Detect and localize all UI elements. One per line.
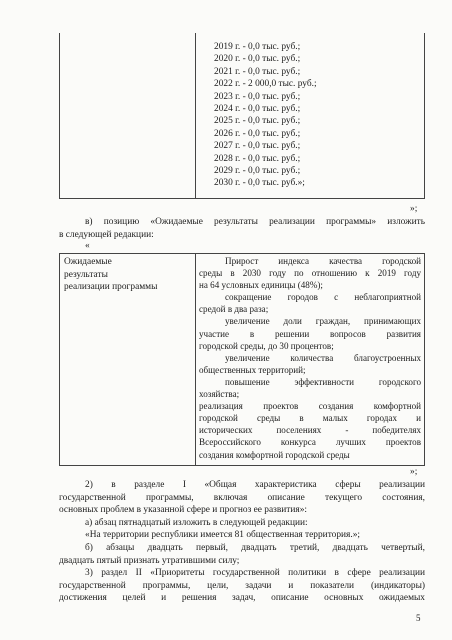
funding-year-line: 2030 г. - 0,0 тыс. руб.»; [214,178,305,189]
funding-year-line: 2022 г. - 2 000,0 тыс. руб.; [214,79,317,90]
page-number: 5 [416,613,421,623]
funding-year-line: 2027 г. - 0,0 тыс. руб.; [214,141,301,152]
row-label-line: результаты [64,269,108,280]
body-line: «На территории республики имеется 81 общественная территория.»; [85,530,361,541]
table1-closing-quote: »; [410,204,418,214]
content-line: среды в 2030 году по отношению к 2019 году [199,268,421,279]
funding-year-line: 2026 г. - 0,0 тыс. руб.; [214,128,301,139]
table-column-divider [195,33,196,198]
body-line: а) абзац пятнадцатый изложить в следующей редакции: [85,517,308,528]
body-text [59,479,425,605]
content-line: средой в два раза; [199,304,269,315]
row-label-line: Ожидаемые [64,257,112,267]
funding-year-line: 2023 г. - 0,0 тыс. руб.; [214,91,301,102]
funding-list [214,41,317,190]
content-line: увеличение количества благоустроенных [225,352,421,363]
funding-year-line: 2021 г. - 0,0 тыс. руб.; [214,66,301,77]
content-line: на 64 условных единицы (48%); [199,280,323,291]
funding-year-line: 2028 г. - 0,0 тыс. руб.; [214,153,301,164]
funding-year-line: 2019 г. - 0,0 тыс. руб.; [214,42,301,52]
body-line: 3) раздел II «Приоритеты государственной политики в сфере реализации [85,568,425,579]
funding-table [59,33,425,199]
funding-year-line: 2025 г. - 0,0 тыс. руб.; [214,116,301,127]
row-content [199,255,421,461]
content-line: повышение эффективности городского [225,376,421,387]
content-line: хозяйства; [199,389,240,400]
content-line: увеличение доли граждан, принимающих [225,316,421,327]
content-line: сокращение городов с неблагоприятной [225,292,421,303]
content-line: общественных территорий; [199,364,306,375]
table2-closing-quote: »; [410,467,418,477]
content-line: создания комфортной городской среды [199,449,350,460]
content-line: реализация проектов создания комфортной [199,401,421,412]
paragraph-v [59,216,425,241]
content-line: Всероссийского конкурса лучших проектов [199,437,421,448]
body-line: государственной программы, цели, задачи и показатели (индикаторы) [59,580,425,591]
content-line: городской среды, до 30 процентов; [199,340,334,351]
row-label [64,256,192,294]
body-line: 2) в разделе I «Общая характеристика сферы реализации [85,480,425,490]
body-line: основных проблем в указанной сфере и прогноз ее развития»: [59,505,308,516]
body-line: государственной программы, включая описание текущего состояния, [59,492,425,503]
row-label-line: реализации программы [64,282,158,293]
content-line: исторических поселениях - победителях [199,425,421,436]
paragraph-line: в следующей редакции: [59,229,154,240]
table-column-divider [195,254,196,465]
content-line: участие в решении вопросов развития [199,328,421,339]
funding-year-line: 2020 г. - 0,0 тыс. руб.; [214,54,301,65]
opening-quote: « [85,241,90,251]
funding-year-line: 2029 г. - 0,0 тыс. руб.; [214,165,301,176]
body-line: достижения целей и решения задач, описание основных ожидаемых [59,593,425,604]
paragraph-line: в) позицию «Ожидаемые результаты реализации программы» изложить [85,217,425,227]
body-line: б) абзацы двадцать первый, двадцать третий, двадцать четвертый, [85,542,425,553]
expected-results-table [59,253,425,466]
content-line: Прирост индекса качества городской [225,256,421,266]
body-line: двадцать пятый признать утратившими силу; [59,555,240,566]
funding-year-line: 2024 г. - 0,0 тыс. руб.; [214,103,301,114]
content-line: городской среды в малых городах и [199,413,421,424]
